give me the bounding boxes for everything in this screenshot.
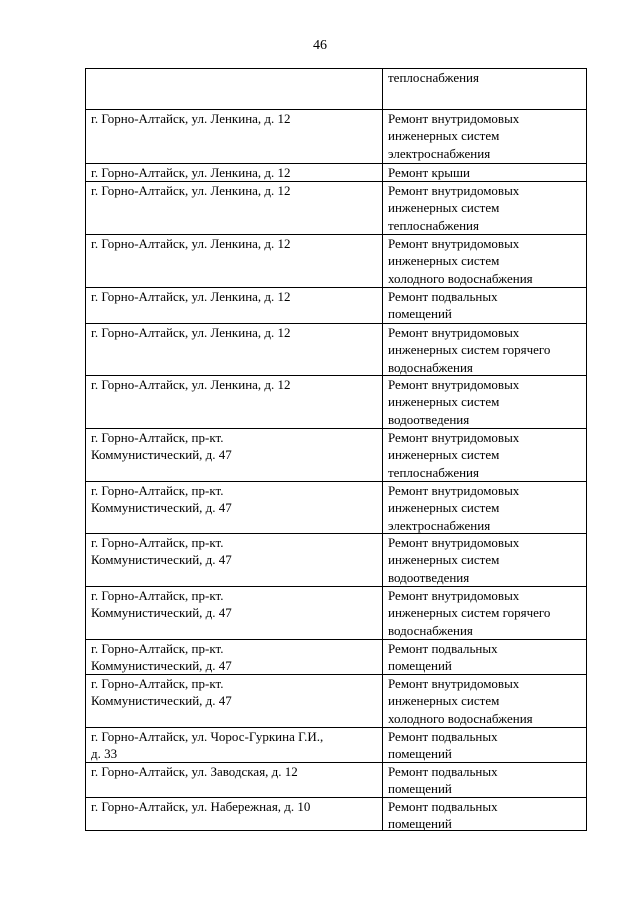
address-cell: г. Горно-Алтайск, ул. Ленкина, д. 12 xyxy=(91,325,291,340)
work-cell: Ремонт внутридомовых инженерных систем теплоснабжения xyxy=(388,430,520,480)
table-row xyxy=(86,674,586,727)
work-cell: теплоснабжения xyxy=(388,70,479,85)
address-cell: г. Горно-Алтайск, пр-кт. Коммунистический, д. 47 xyxy=(91,641,232,674)
address-cell: г. Горно-Алтайск, пр-кт. Коммунистический, д. 47 xyxy=(91,676,232,709)
work-cell: Ремонт крыши xyxy=(388,165,470,180)
work-cell: Ремонт подвальных помещений xyxy=(388,729,498,762)
table-row xyxy=(86,639,586,674)
repair-table xyxy=(85,68,587,831)
table-row xyxy=(86,762,586,797)
table-row xyxy=(86,727,586,762)
work-cell: Ремонт подвальных помещений xyxy=(388,641,498,674)
address-cell: г. Горно-Алтайск, пр-кт. Коммунистический, д. 47 xyxy=(91,535,232,568)
work-cell: Ремонт внутридомовых инженерных систем горячего водоснабжения xyxy=(388,588,551,638)
address-cell: г. Горно-Алтайск, ул. Чорос-Гуркина Г.И., д. 33 xyxy=(91,729,324,762)
address-cell: г. Горно-Алтайск, пр-кт. Коммунистический, д. 47 xyxy=(91,483,232,516)
table-row xyxy=(86,428,586,481)
work-cell: Ремонт внутридомовых инженерных систем теплоснабжения xyxy=(388,183,520,233)
address-cell: г. Горно-Алтайск, ул. Заводская, д. 12 xyxy=(91,764,298,779)
address-cell: г. Горно-Алтайск, ул. Ленкина, д. 12 xyxy=(91,165,291,180)
table-row xyxy=(86,533,586,586)
work-cell: Ремонт внутридомовых инженерных систем электроснабжения xyxy=(388,111,520,161)
address-cell: г. Горно-Алтайск, ул. Ленкина, д. 12 xyxy=(91,183,291,198)
page-number: 46 xyxy=(313,38,327,53)
table-row xyxy=(86,323,586,375)
table-row xyxy=(86,234,586,287)
table-row xyxy=(86,375,586,428)
table-row xyxy=(86,797,586,830)
work-cell: Ремонт подвальных помещений xyxy=(388,289,498,322)
table-row xyxy=(86,109,586,163)
table-row xyxy=(86,481,586,533)
table-row xyxy=(86,586,586,639)
work-cell: Ремонт внутридомовых инженерных систем горячего водоснабжения xyxy=(388,325,551,375)
table-row xyxy=(86,287,586,323)
work-cell: Ремонт подвальных помещений xyxy=(388,799,498,832)
table-row xyxy=(86,163,586,181)
address-cell: г. Горно-Алтайск, ул. Ленкина, д. 12 xyxy=(91,289,291,304)
address-cell: г. Горно-Алтайск, пр-кт. Коммунистический, д. 47 xyxy=(91,430,232,463)
address-cell: г. Горно-Алтайск, ул. Ленкина, д. 12 xyxy=(91,111,291,126)
address-cell: г. Горно-Алтайск, ул. Ленкина, д. 12 xyxy=(91,377,291,392)
work-cell: Ремонт внутридомовых инженерных систем холодного водоснабжения xyxy=(388,236,533,286)
table-row xyxy=(86,181,586,234)
work-cell: Ремонт внутридомовых инженерных систем электроснабжения xyxy=(388,483,520,533)
address-cell: г. Горно-Алтайск, ул. Ленкина, д. 12 xyxy=(91,236,291,251)
work-cell: Ремонт подвальных помещений xyxy=(388,764,498,797)
work-cell: Ремонт внутридомовых инженерных систем водоотведения xyxy=(388,377,520,427)
table-row xyxy=(86,69,586,109)
work-cell: Ремонт внутридомовых инженерных систем водоотведения xyxy=(388,535,520,585)
address-cell: г. Горно-Алтайск, пр-кт. Коммунистический, д. 47 xyxy=(91,588,232,621)
work-cell: Ремонт внутридомовых инженерных систем холодного водоснабжения xyxy=(388,676,533,726)
address-cell: г. Горно-Алтайск, ул. Набережная, д. 10 xyxy=(91,799,311,814)
